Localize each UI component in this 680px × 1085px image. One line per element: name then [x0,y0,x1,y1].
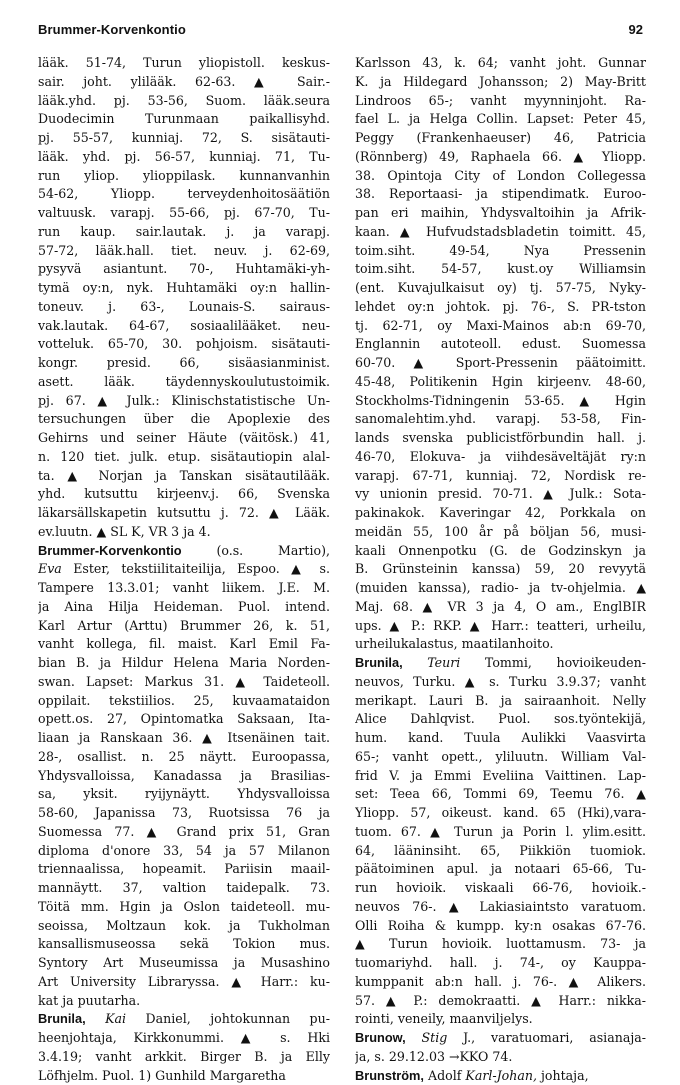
left-column-line: diploma d'onore 33, 54 ja 57 Milanon [38,842,330,861]
left-column-line: Duodecimin Turunmaan paikallisyhd. [38,110,330,129]
left-column-line: Art University Libraryssa. ▲ Harr.: ku- [38,973,330,992]
entry-headword: Brunila, [38,1011,86,1026]
right-column-line: 65-; vanht opett., yliluutn. William Val- [355,748,646,767]
left-column-line: Brummer-Korvenkontio (o.s. Martio), [38,542,330,561]
left-column-line: 54-62, Yliopp. terveydenhoitosäätiön [38,185,330,204]
left-column-line: Töitä mm. Hgin ja Oslon taideteoll. mu- [38,898,330,917]
right-column-line: Olli Roiha & kumpp. ky:n osakas 67-76. [355,917,646,936]
right-column-line: neuvos 76-. ▲ Lakiasiaintsto varatuom. [355,898,646,917]
right-column-line: tuom. 67. ▲ Turun ja Porin l. ylim.esitt. [355,823,646,842]
right-column-line: päätoiminen apul. ja notaari 65-66, Tu- [355,860,646,879]
right-column-line: ups. ▲ P.: RKP. ▲ Harr.: teatteri, urheilu, [355,617,646,636]
left-column-line: kongr. presid. 66, sisäasianminist. [38,354,330,373]
right-column-line: (muiden kanssa), radio- ja tv-ohjelmia. ▲ [355,579,646,598]
entry-headword: Brummer-Korvenkontio [38,543,182,558]
right-column-line: 38. Reportaasi- ja stipendimatk. Euroo- [355,185,646,204]
left-column-line: n. 120 tiet. julk. etup. sisätautiopin alal- [38,448,330,467]
left-column-line: kat ja puutarha. [38,992,330,1011]
left-column-line: vanht kollega, fil. maist. Karl Emil Fa- [38,635,330,654]
left-column-line: tersuchungen über die Apoplexie des [38,410,330,429]
entry-given-name: Teuri [427,655,460,670]
right-column-line: Stockholms-Tidningenin 53-65. ▲ Hgin [355,392,646,411]
entry-given-name: Eva [38,561,62,576]
left-column-line: mannäytt. 37, valtion taidepalk. 73. [38,879,330,898]
right-column-line: Yliopp. 57, oikeust. kand. 65 (Hki),vara- [355,804,646,823]
left-column-line: triennaalissa, hopeamit. Pariisin maail- [38,860,330,879]
left-column-line: pj. 67. ▲ Julk.: Klinischstatistische Un- [38,392,330,411]
right-column-line: (Rönnberg) 49, Raphaela 66. ▲ Yliopp. [355,148,646,167]
left-column-line: 57-72, lääk.hall. tiet. neuv. j. 62-69, [38,242,330,261]
left-column-line: läkarsällskapetin kutsuttu j. 72. ▲ Lääk. [38,504,330,523]
right-column-line: Brunström, Adolf Karl-Johan, johtaja, [355,1067,646,1085]
left-column-line: toneuv. j. 63-, Lounais-S. sairaus- [38,298,330,317]
left-column-line: seoissa, Moltzaun kok. ja Tukholman [38,917,330,936]
left-column-line: sa, yksit. ryijynäytt. Yhdysvalloissa [38,785,330,804]
right-column-line: toim.siht. 49-54, Nya Pressenin [355,242,646,261]
left-column-line: Karl Artur (Arttu) Brummer 26, k. 51, [38,617,330,636]
right-column-line: Karlsson 43, k. 64; vanht joht. Gunnar [355,54,646,73]
left-column-line: vak.lautak. 64-67, sosiaalilääket. neu- [38,317,330,336]
right-column-line: ▲ Turun hovioik. luottamusm. 73- ja [355,935,646,954]
right-column-line: urheilukalastus, maatilanhoito. [355,635,646,654]
right-column-line: (ent. Kuvajulkaisut oy) tj. 57-75, Nyky- [355,279,646,298]
right-column [355,54,646,1085]
right-column-line: 57. ▲ P.: demokraatti. ▲ Harr.: nikka- [355,992,646,1011]
left-column-line: 58-60, Japanissa 73, Ruotsissa 76 ja [38,804,330,823]
right-column-line: K. ja Hildegard Johansson; 2) May-Britt [355,73,646,92]
left-column-line: Yhdysvalloissa, Kanadassa ja Brasilias- [38,767,330,786]
right-column-line: 38. Opintoja City of London Collegessa [355,167,646,186]
right-column-line: Alice Dahlqvist. Puol. sos.työntekijä, [355,710,646,729]
left-column-line: 28-, osallist. n. 25 näytt. Euroopassa, [38,748,330,767]
entry-headword: Brunila, [355,655,403,670]
left-column-line: lääk. 51-74, Turun yliopistoll. keskus- [38,54,330,73]
right-column-line: Englannin autoteoll. edust. Suomessa [355,335,646,354]
left-column-line: swan. Lapset: Markus 31. ▲ Taideteoll. [38,673,330,692]
left-column-line: Eva Ester, tekstiilitaiteilija, Espoo. ▲ s. [38,560,330,579]
right-column-line: kaali Onnenpotku (G. de Godzinskyn ja [355,542,646,561]
right-column-line: run hovioik. viskaali 66-76, hovioik.- [355,879,646,898]
left-column-line: lääk.yhd. pj. 53-56, Suom. lääk.seura [38,92,330,111]
right-column-line: set: Teea 66, Tommi 69, Teemu 76. ▲ [355,785,646,804]
left-column-line: Brunila, Kai Daniel, johtokunnan pu- [38,1010,330,1029]
right-column-line: meidän 55, 100 år på böljan 56, musi- [355,523,646,542]
left-column-line: lääk. yhd. pj. 56-57, kunniaj. 71, Tu- [38,148,330,167]
left-column-line: ev.luutn. ▲ SL K, VR 3 ja 4. [38,523,330,542]
right-column-line: toim.siht. 54-57, kust.oy Williamsin [355,260,646,279]
left-column-line: liaan ja Ranskaan 36. ▲ Itsenäinen tait. [38,729,330,748]
right-column-line: merikapt. Lauri B. ja sairaanhoit. Nelly [355,692,646,711]
right-column-line: Brunow, Stig J., varatuomari, asianaja- [355,1029,646,1048]
left-column-line: opett.os. 27, Opintomatka Saksaan, Ita- [38,710,330,729]
page-number: 92 [629,22,643,37]
right-column-line: ja, s. 29.12.03 →KKO 74. [355,1048,646,1067]
entry-given-name: Kai [105,1011,126,1026]
right-column-line: lehdet oy:n johtok. pj. 76-, S. PR-tston [355,298,646,317]
left-column-line: heenjohtaja, Kirkkonummi. ▲ s. Hki [38,1029,330,1048]
right-column-line: Lindroos 65-; vanht myynninjoht. Ra- [355,92,646,111]
left-column-line: yhd. kutsuttu kirjeenv.j. 66, Svenska [38,485,330,504]
right-column-line: vy unionin presid. 70-71. ▲ Julk.: Sota- [355,485,646,504]
left-column-line: 3.4.19; vanht arkkit. Birger B. ja Elly [38,1048,330,1067]
left-column-line: valtuusk. varapj. 55-66, pj. 67-70, Tu- [38,204,330,223]
left-column-line: ja Aina Hilja Heideman. Puol. intend. [38,598,330,617]
left-column-line: ta. ▲ Norjan ja Tanskan sisätautilääk. [38,467,330,486]
left-column-line: pj. 55-57, kunniaj. 72, S. sisätauti- [38,129,330,148]
left-column-line: pysyvä asiantunt. 70-, Huhtamäki-yh- [38,260,330,279]
entry-given-name: Stig [422,1030,448,1045]
left-column-line: Tampere 13.3.01; vanht liikem. J.E. M. [38,579,330,598]
left-column [38,54,330,1085]
right-column-line: pan eri maihin, Yhdysvaltoihin ja Afrik- [355,204,646,223]
left-column-line: tymä oy:n, nyk. Huhtamäki oy:n hallin- [38,279,330,298]
right-column-line: tj. 62-71, oy Maxi-Mainos ab:n 69-70, [355,317,646,336]
right-column-line: fael L. ja Helga Collin. Lapset: Peter 45, [355,110,646,129]
left-column-line: Syntory Art Museumissa ja Musashino [38,954,330,973]
left-column-line: Löfhjelm. Puol. 1) Gunhild Margaretha [38,1067,330,1085]
left-column-line: bian B. ja Hildur Helena Maria Norden- [38,654,330,673]
right-column-line: tuomariyhd. hall. j. 74-, oy Kauppa- [355,954,646,973]
left-column-line: Gehirns und seiner Häute (väitösk.) 41, [38,429,330,448]
left-column-line: kansallismuseossa sekä Tokion mus. [38,935,330,954]
right-column-line: pakinakok. Kaveringar 42, Porkkala on [355,504,646,523]
right-column-line: Peggy (Frankenhaeuser) 46, Patricia [355,129,646,148]
right-column-line: 64, lääninsiht. 65, Piikkiön tuomiok. [355,842,646,861]
left-column-line: asett. lääk. täydennyskoulutustoimik. [38,373,330,392]
left-column-line: run yliop. ylioppilask. kunnanvanhin [38,167,330,186]
left-column-line: Suomessa 77. ▲ Grand prix 51, Gran [38,823,330,842]
page-header [38,22,643,42]
right-column-line: frid V. ja Emmi Eveliina Vaittinen. Lap- [355,767,646,786]
right-column-line: kaan. ▲ Hufvudstadsbladetin toimitt. 45, [355,223,646,242]
right-column-line: Brunila, Teuri Tommi, hovioikeuden- [355,654,646,673]
right-column-line: Maj. 68. ▲ VR 3 ja 4, O am., EnglBIR [355,598,646,617]
left-column-line: votteluk. 65-70, 30. pohjoism. sisätauti- [38,335,330,354]
left-column-line: oppilait. tekstiilios. 25, kuvaamataidon [38,692,330,711]
left-column-line: sair. joht. ylilääk. 62-63. ▲ Sair.- [38,73,330,92]
entry-headword: Brunow, [355,1030,406,1045]
right-column-line: neuvos, Turku. ▲ s. Turku 3.9.37; vanht [355,673,646,692]
right-column-line: sanomalehtim.yhd. varapj. 53-58, Fin- [355,410,646,429]
right-column-line: 45-48, Politikenin Hgin kirjeenv. 48-60, [355,373,646,392]
right-column-line: B. Grünsteinin kanssa) 59, 20 revyytä [355,560,646,579]
right-column-line: 46-70, Elokuva- ja viihdesäveltäjät ry:n [355,448,646,467]
right-column-line: lands svenska publicistförbundin hall. j. [355,429,646,448]
right-column-line: 60-70. ▲ Sport-Pressenin päätoimitt. [355,354,646,373]
left-column-line: run kaup. sair.lautak. j. ja varapj. [38,223,330,242]
entry-given-name: Karl-Johan, [465,1068,537,1083]
entry-headword: Brunström, [355,1068,424,1083]
right-column-line: hum. kand. Tuula Aulikki Vaasvirta [355,729,646,748]
running-head: Brummer-Korvenkontio [38,22,186,37]
right-column-line: varapj. 67-71, kunniaj. 72, Nordisk re- [355,467,646,486]
right-column-line: rointi, veneily, maanviljelys. [355,1010,646,1029]
right-column-line: kumppanit ab:n hall. j. 76-. ▲ Alikers. [355,973,646,992]
